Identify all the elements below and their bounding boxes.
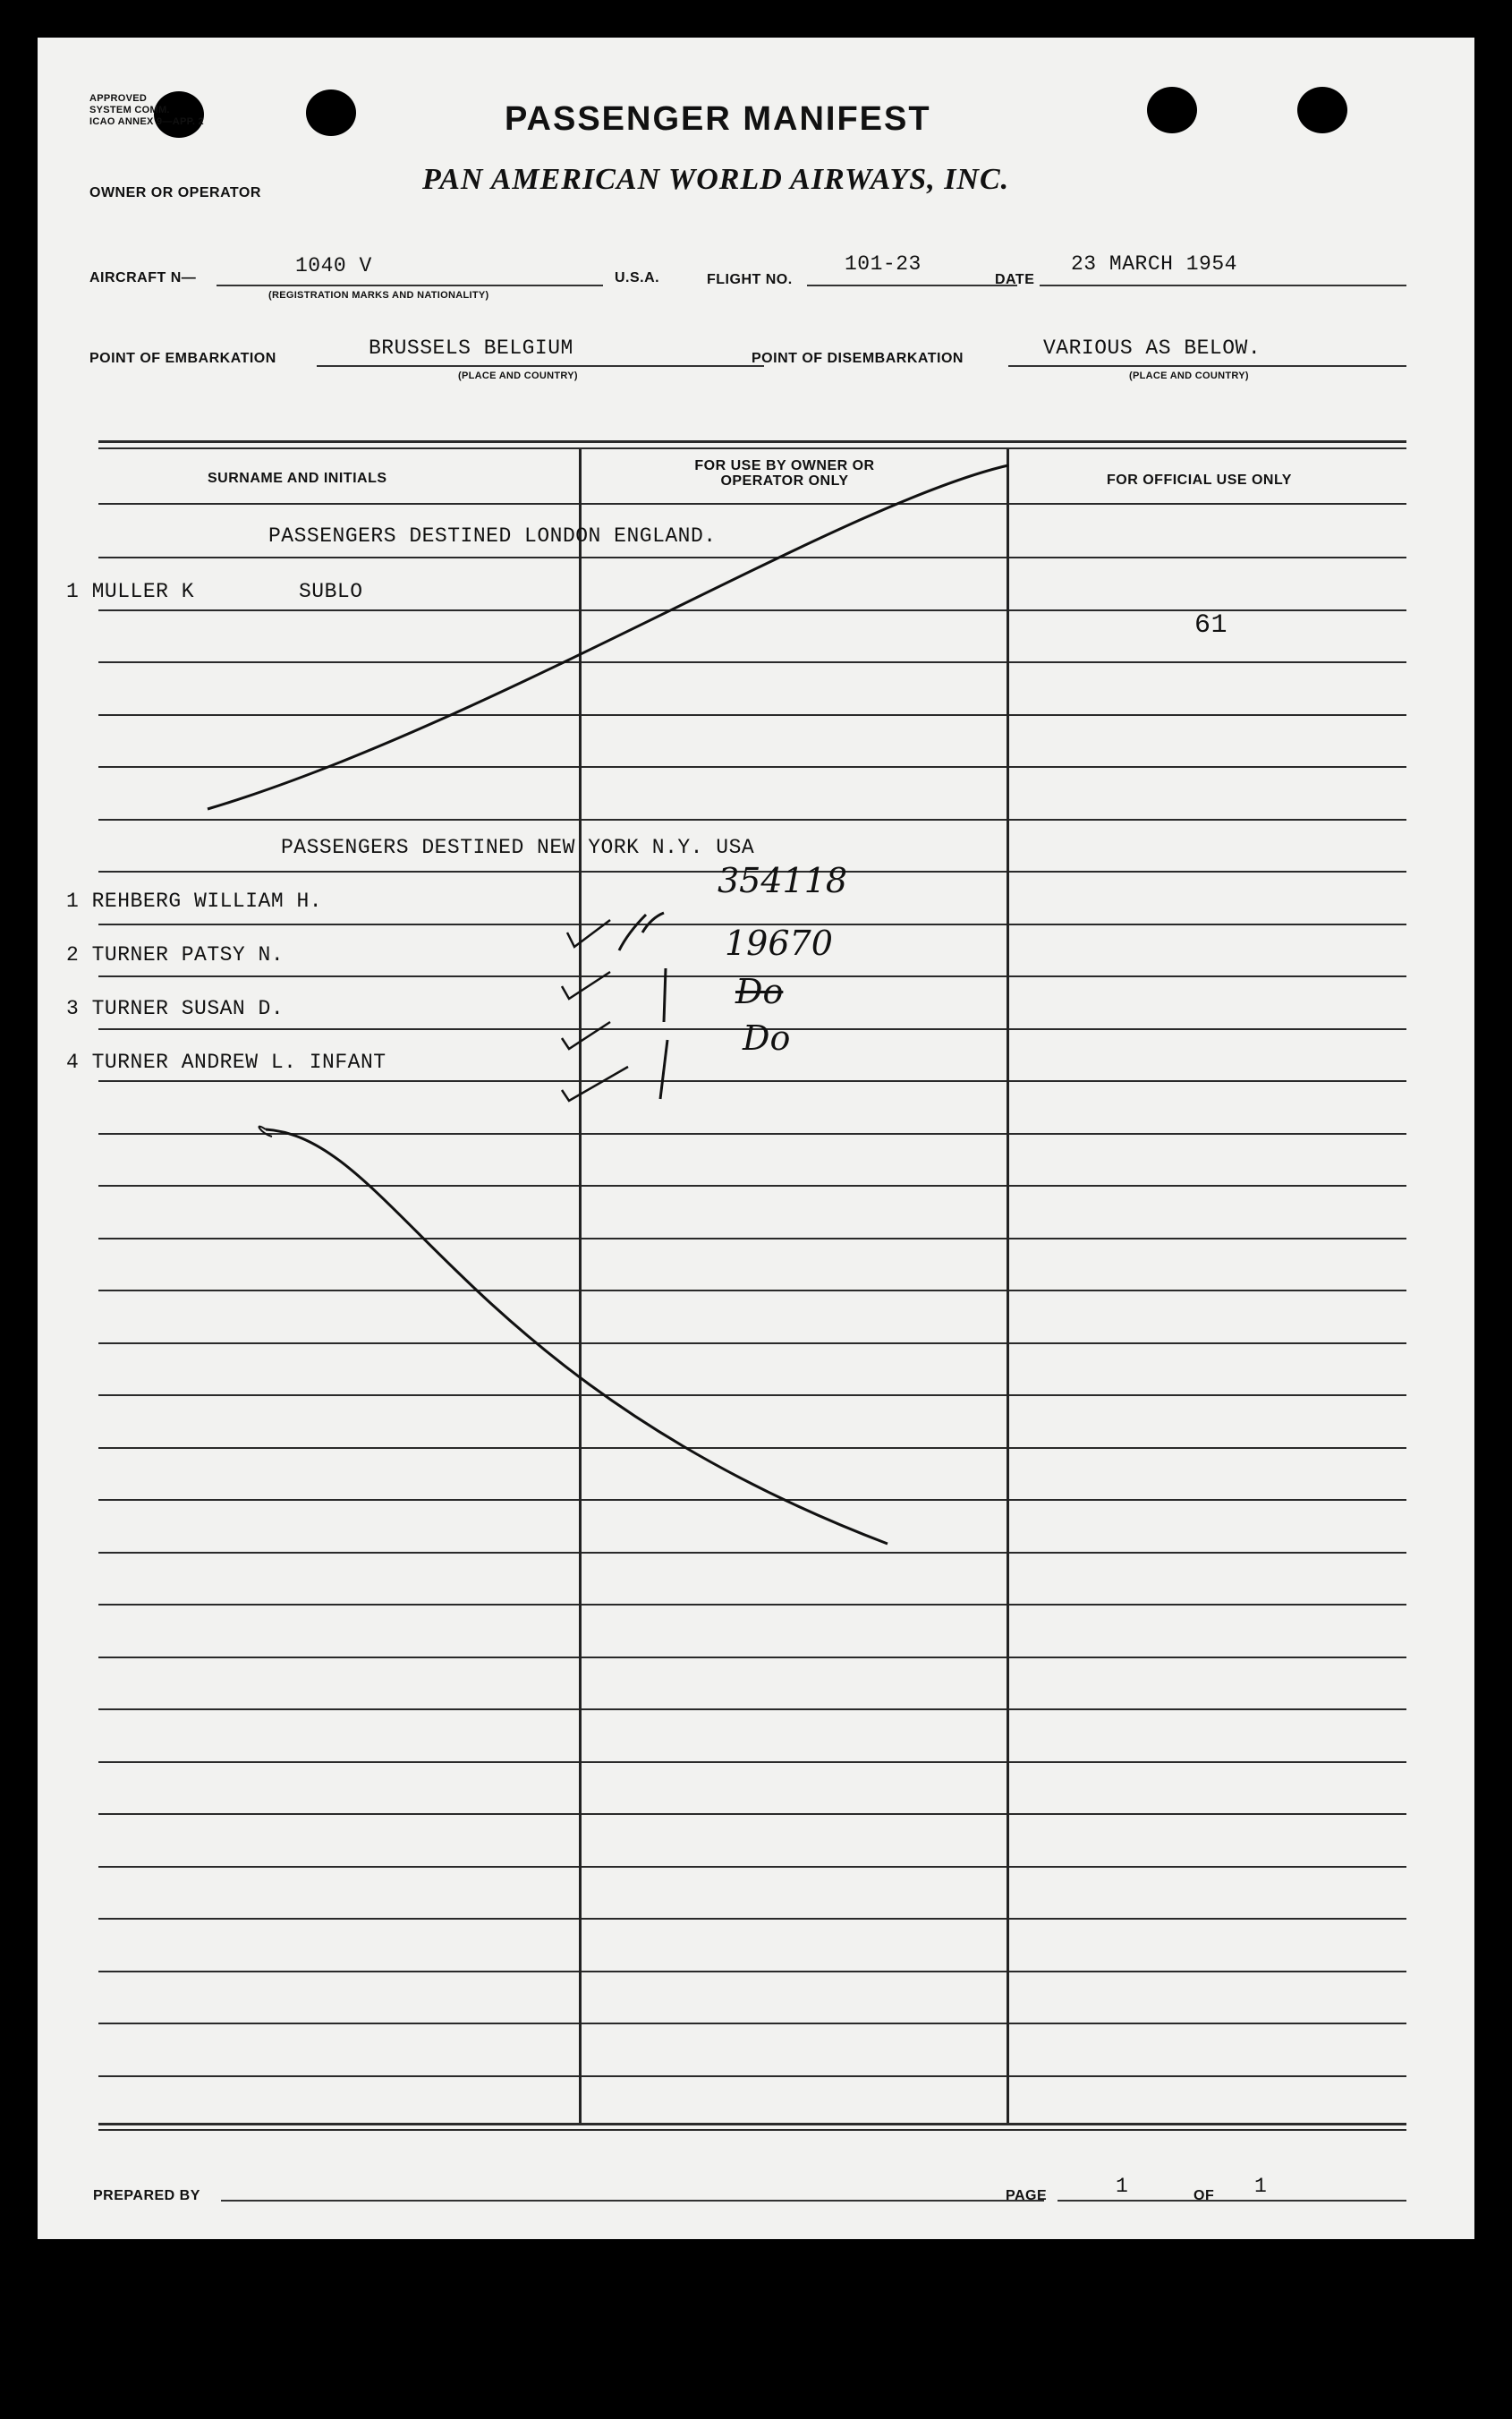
strike-through-mark <box>208 465 1008 809</box>
passenger-note: SUBLO <box>299 580 363 603</box>
embarkation-label: POINT OF EMBARKATION <box>89 351 276 366</box>
column-header-surname: SURNAME AND INITIALS <box>208 471 387 486</box>
bracket-mark <box>660 1040 667 1099</box>
column-header-official-use: FOR OFFICIAL USE ONLY <box>1107 473 1292 488</box>
group-heading: PASSENGERS DESTINED LONDON ENGLAND. <box>268 524 717 548</box>
pen-hook-mark <box>259 1127 272 1137</box>
date-value: 23 MARCH 1954 <box>1071 252 1237 276</box>
page-total: 1 <box>1254 2175 1268 2198</box>
column-header-owner-use: FOR USE BY OWNER OR OPERATOR ONLY <box>694 458 875 489</box>
owner-label: OWNER OR OPERATOR <box>89 185 261 200</box>
disembarkation-note: (PLACE AND COUNTRY) <box>1129 371 1249 381</box>
embarkation-note: (PLACE AND COUNTRY) <box>458 371 578 381</box>
date-label: DATE <box>995 272 1035 287</box>
tick-mark <box>562 1067 628 1101</box>
passenger-name: 4 TURNER ANDREW L. INFANT <box>66 1051 386 1074</box>
tick-mark <box>562 1022 610 1049</box>
passenger-name: 2 TURNER PATSY N. <box>66 943 285 967</box>
official-value: 61 <box>1194 610 1228 641</box>
registration-note: (REGISTRATION MARKS AND NATIONALITY) <box>268 290 489 301</box>
passenger-name: 1 REHBERG WILLIAM H. <box>66 890 323 913</box>
aircraft-label: AIRCRAFT N— <box>89 270 197 285</box>
prepared-by-label: PREPARED BY <box>93 2188 200 2203</box>
bracket-mark <box>664 968 666 1022</box>
owner-value: PAN AMERICAN WORLD AIRWAYS, INC. <box>422 163 1010 196</box>
tick-mark <box>567 920 610 947</box>
passenger-name: 3 TURNER SUSAN D. <box>66 997 285 1020</box>
group-heading: PASSENGERS DESTINED NEW YORK N.Y. USA <box>281 836 755 859</box>
initials-mark <box>619 915 646 950</box>
operator-note: Do <box>743 1018 791 1058</box>
flight-value: 101-23 <box>845 252 922 276</box>
operator-note: 354118 <box>718 861 848 900</box>
page-label: PAGE <box>1006 2188 1048 2203</box>
operator-note: 19670 <box>725 924 833 963</box>
page-title: PASSENGER MANIFEST <box>505 100 931 138</box>
pen-marks <box>38 38 1474 2239</box>
usa-label: U.S.A. <box>615 270 660 285</box>
flight-label: FLIGHT NO. <box>707 272 793 287</box>
operator-note: Do <box>735 972 784 1011</box>
aircraft-value: 1040 V <box>295 254 372 277</box>
approval-line: ICAO ANNEX 9—APP. 2 <box>89 116 204 127</box>
manifest-page <box>38 38 1474 2239</box>
embarkation-value: BRUSSELS BELGIUM <box>369 336 573 360</box>
tick-mark <box>562 972 610 999</box>
disembarkation-label: POINT OF DISEMBARKATION <box>752 351 964 366</box>
strike-through-mark <box>266 1129 888 1544</box>
of-label: OF <box>1193 2188 1215 2203</box>
disembarkation-value: VARIOUS AS BELOW. <box>1043 336 1261 360</box>
passenger-name: 1 MULLER K <box>66 580 195 603</box>
approval-line: APPROVED <box>89 93 148 104</box>
page-number: 1 <box>1116 2175 1129 2198</box>
approval-line: SYSTEM COMM. <box>89 105 170 115</box>
